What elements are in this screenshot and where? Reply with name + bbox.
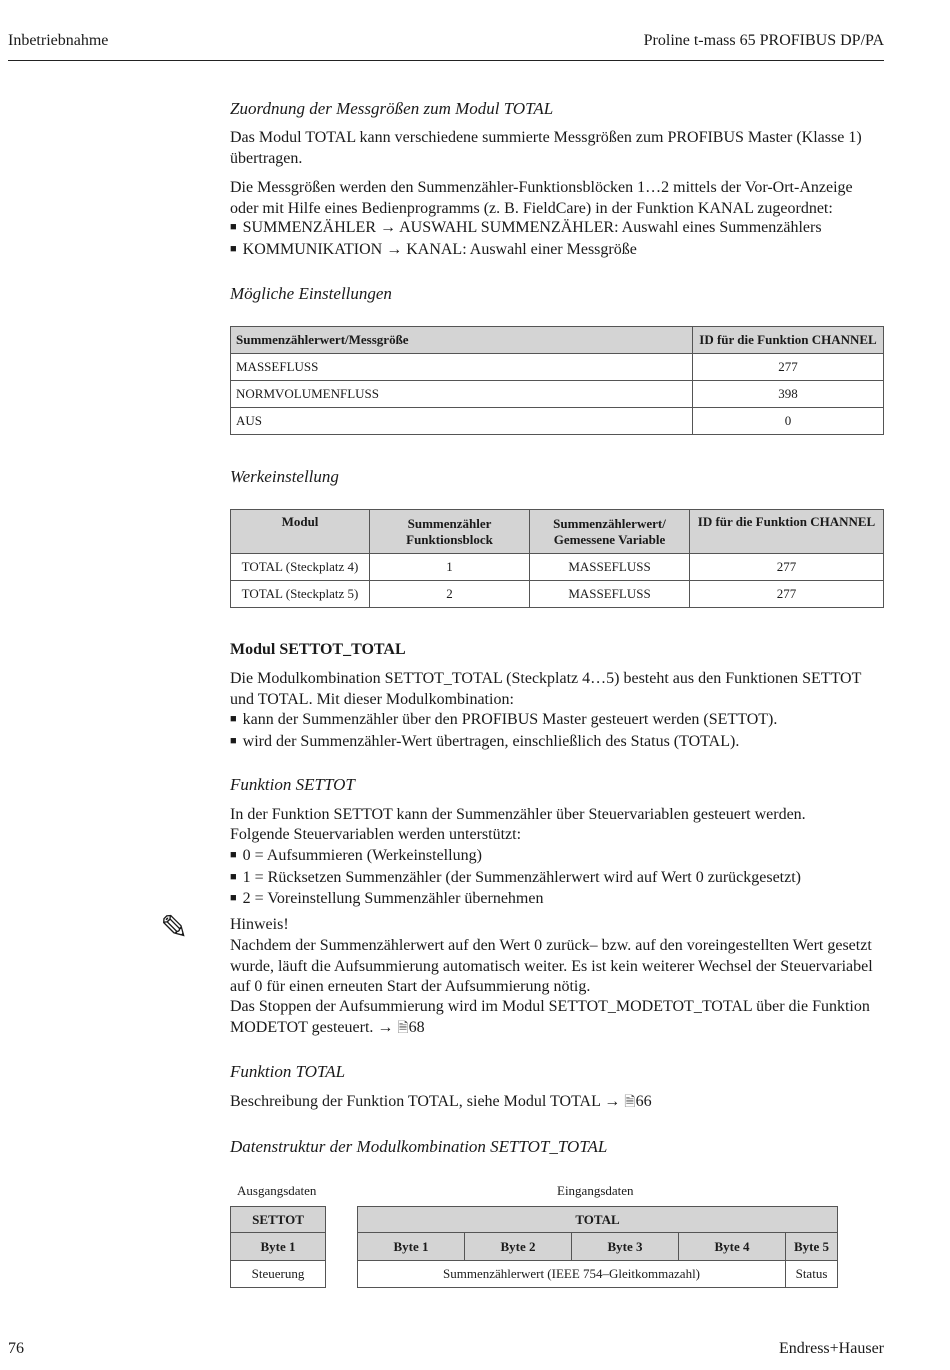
factory-cell: MASSEFLUSS [530,554,690,581]
output-data-table [230,1206,326,1288]
input-byte: Byte 3 [572,1233,679,1261]
table-row [231,408,884,435]
sec4-bullet-2: ■ wird der Summenzähler-Wert übertragen, einschließlich des Status (TOTAL). [230,732,884,754]
sec6-heading: Funktion TOTAL [230,1062,346,1081]
input-byte: Byte 5 [786,1233,838,1261]
settings-cell: AUS [231,408,693,435]
output-value: Steuerung [231,1261,326,1288]
input-header: TOTAL [358,1207,838,1233]
output-byte: Byte 1 [231,1233,326,1261]
sec1-paragraph-2: Die Messgrößen werden den Summenzähler-Funktionsblöcken 1…2 mittels der Vor-Ort-Anzeige oder mit Hilfe eines Bedienprogramms (z. B. FieldCare) in der Funktion KANAL zugeordnet: [230,179,853,217]
input-byte: Byte 1 [358,1233,465,1261]
sec5-bullet-1: ■ 0 = Aufsummieren (Werkeinstellung) [230,846,884,868]
input-byte: Byte 4 [679,1233,786,1261]
table-row [231,354,884,381]
footer-brand: Endress+Hauser [779,1340,884,1357]
sec1-bullet-list [230,218,884,261]
table-row [231,381,884,408]
table-row [231,554,884,581]
factory-cell: 277 [690,554,884,581]
note-reference [230,997,884,1039]
sec1-heading: Zuordnung der Messgrößen zum Modul TOTAL [230,99,554,118]
table-row [231,1261,326,1288]
sec5-bullet-list [230,846,884,911]
sec1-bullet-2: ■ KOMMUNIKATION → KANAL: Auswahl einer Messgröße [230,240,884,262]
factory-header-id: ID für die Funktion CHANNEL [690,510,884,554]
settings-cell: 398 [693,381,884,408]
note-label: Hinweis! [230,916,289,933]
page-reference-icon: 🗎 [397,1020,409,1036]
sec5-bullet-2: ■ 1 = Rücksetzen Summenzähler (der Summenzählerwert wird auf Wert 0 zurückgesetzt) [230,868,884,890]
sec7-heading: Datenstruktur der Modulkombination SETTOT_TOTAL [230,1137,608,1156]
input-value: Summenzählerwert (IEEE 754–Gleitkommazahl) [358,1261,786,1288]
factory-header-block: Summenzähler Funktionsblock [370,510,530,554]
factory-cell: 277 [690,581,884,608]
sec2-heading: Mögliche Einstellungen [230,284,392,303]
settings-header-id: ID für die Funktion CHANNEL [693,327,884,354]
input-status: Status [786,1261,838,1288]
sec4-paragraph: Die Modulkombination SETTOT_TOTAL (Steckplatz 4…5) besteht aus den Funktionen SETTOT und TOTAL. Mit dieser Modulkombination: [230,670,862,708]
page-reference-icon: 🗎 [624,1095,636,1110]
sec3-heading: Werkeinstellung [230,467,339,486]
sec4-bullet-1: ■ kann der Summenzähler über den PROFIBUS Master gesteuert werden (SETTOT). [230,710,884,732]
output-header: SETTOT [231,1207,326,1233]
note-text: Nachdem der Summenzählerwert auf den Wert 0 zurück– bzw. auf den voreingestellten Wert gesetzt wurde, läuft die Aufsummierung automatisch weiter. Es ist kein weiterer Wechsel der Steuervariabel auf 0 für einen erneuten Start der Aufsummierung nötig. [230,937,873,995]
factory-header-variable: Summenzählerwert/ Gemessene Variable [530,510,690,554]
sec5-paragraph-1: In der Funktion SETTOT kann der Summenzähler über Steuervariablen gesteuert werden. [230,806,806,823]
factory-cell: TOTAL (Steckplatz 5) [231,581,370,608]
input-data-label: Eingangsdaten [557,1183,634,1198]
factory-header-module: Modul [231,510,370,554]
settings-cell: MASSEFLUSS [231,354,693,381]
sec4-bullet-list [230,710,884,753]
output-data-label: Ausgangsdaten [237,1183,317,1198]
factory-cell: 1 [370,554,530,581]
settings-cell: 277 [693,354,884,381]
sec4-heading: Modul SETTOT_TOTAL [230,641,406,658]
note-reference-text: Das Stoppen der Aufsummierung wird im Modul SETTOT_MODETOT_TOTAL über die Funktion MODETOT gesteuert. → [230,998,870,1036]
sec5-bullet-3: ■ 2 = Voreinstellung Summenzähler übernehmen [230,889,884,911]
input-data-table [357,1206,838,1288]
settings-cell: NORMVOLUMENFLUSS [231,381,693,408]
sec1-paragraph-1: Das Modul TOTAL kann verschiedene summierte Messgrößen zum PROFIBUS Master (Klasse 1) übertragen. [230,129,862,167]
table-row [358,1261,838,1288]
table-row [231,581,884,608]
sec6-text: Beschreibung der Funktion TOTAL, siehe Modul TOTAL → [230,1093,625,1110]
page-number: 76 [8,1340,24,1357]
pencil-note-icon: ✎ [160,910,189,947]
note-reference-page: 68 [408,1018,425,1036]
header-document-title: Proline t-mass 65 PROFIBUS DP/PA [643,32,884,49]
factory-cell: MASSEFLUSS [530,581,690,608]
settings-cell: 0 [693,408,884,435]
sec5-heading: Funktion SETTOT [230,775,355,794]
settings-table [230,326,884,435]
factory-cell: TOTAL (Steckplatz 4) [231,554,370,581]
header-divider [8,60,884,61]
factory-settings-table [230,509,884,608]
sec1-bullet-1: ■ SUMMENZÄHLER → AUSWAHL SUMMENZÄHLER: Auswahl eines Summenzählers [230,218,884,240]
sec6-page: 66 [635,1093,652,1110]
input-byte: Byte 2 [465,1233,572,1261]
sec5-paragraph-2: Folgende Steuervariablen werden unterstützt: [230,826,522,843]
header-section-title: Inbetriebnahme [8,32,109,49]
settings-header-value: Summenzählerwert/Messgröße [231,327,693,354]
factory-cell: 2 [370,581,530,608]
sec6-paragraph [230,1092,884,1114]
